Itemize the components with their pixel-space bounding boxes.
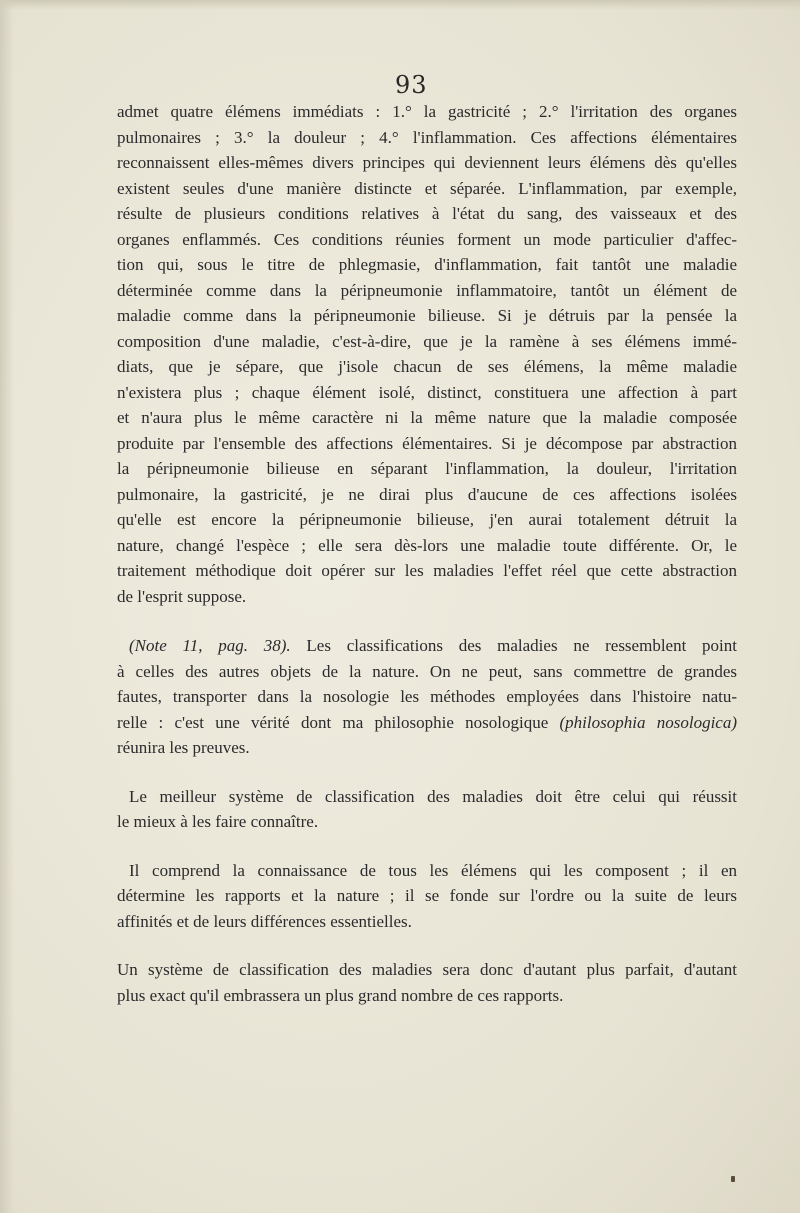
text-line: pulmonaire, la gastricité, je ne dirai plus d'aucune de ces affections isolées [117,484,737,504]
text-line: qu'elle est encore la péripneumonie bilieuse, j'en aurai totalement détruit la [117,510,737,529]
text-line: Un système de classification des maladies sera donc d'autant plus parfait, d'autant [117,960,737,979]
text-line: organes enflammés. Ces conditions réunies forment un mode particulier d'affec- [117,229,737,249]
text-line: reconnaissent elles-mêmes divers principes qui deviennent leurs élémens dès qu'elles [117,153,737,172]
text-line: affinités et de leurs différences essentielles. [117,911,412,931]
paragraph-perfection [117,957,737,1008]
text-line: maladie comme dans la péripneumonie bilieuse. Si je détruis par la pensée la [117,306,737,325]
text-line: existent seules d'une manière distincte et séparée. L'inflammation, par exemple, [117,178,737,198]
text-line: Le meilleur système de classification des maladies doit être celui qui réussit [129,786,737,806]
paragraph-best-system [117,784,737,835]
text-line: traitement méthodique doit opérer sur les maladies l'effet réel que cette abstraction [117,561,737,580]
text-line: résulte de plusieurs conditions relatives à l'état du sang, des vaisseaux et des [117,204,737,223]
latin-term: (philosophia nosologica) [559,712,737,732]
text-line: déterminée comme dans la péripneumonie inflammatoire, tantôt un élément de [117,280,737,300]
text-line: n'existera plus ; chaque élément isolé, distinct, constituera une affection à part [117,382,737,402]
paragraph-note [117,633,737,761]
text-line: et n'aura plus le même caractère ni la même nature que la maladie composée [117,408,737,427]
paragraph-main [117,99,737,609]
text-line: composition d'une maladie, c'est-à-dire, que je la ramène à ses élémens immé- [117,331,737,351]
body-text [117,99,737,1008]
text-line: diats, que je sépare, que j'isole chacun de ses élémens, la même maladie [117,357,737,376]
text-line [117,633,737,659]
text-line: la péripneumonie bilieuse en séparant l'inflammation, la douleur, l'irritation [117,459,737,478]
text-line: fautes, transporter dans la nosologie les méthodes employées dans l'histoire natu- [117,687,737,706]
text-line: Il comprend la connaissance de tous les élémens qui les composent ; il en [129,860,737,880]
text-line: le mieux à les faire connaître. [117,812,319,831]
text-span: Les classifications des maladies ne ressemblent point [290,636,737,655]
text-line: à celles des autres objets de la nature. On ne peut, sans commettre de grandes [117,661,737,681]
text-line: réunira les preuves. [117,738,250,757]
text-line: plus exact qu'il embrassera un plus grand nombre de ces rapports. [117,985,564,1005]
note-reference: (Note 11, pag. 38). [129,636,291,655]
text-line: de l'esprit suppose. [117,586,247,606]
paragraph-knowledge [117,858,737,935]
text-line: nature, changé l'espèce ; elle sera dès-lors une maladie toute différente. Or, le [117,535,737,555]
text-line: pulmonaires ; 3.° la douleur ; 4.° l'inflammation. Ces affections élémentaires [117,127,737,147]
page-edge-top [0,0,800,10]
text-span: relle : c'est une vérité dont ma philosophie nosologique [117,712,560,732]
text-line: admet quatre élémens immédiats : 1.° la gastricité ; 2.° l'irritation des organes [117,102,737,121]
text-line [117,710,737,736]
page-number: 93 [395,71,428,99]
text-line: produite par l'ensemble des affections élémentaires. Si je décompose par abstraction [117,433,737,453]
ink-speck [731,1176,735,1182]
page-edge-left [0,0,14,1213]
text-line: tion qui, sous le titre de phlegmasie, d'inflammation, fait tantôt une maladie [117,255,737,274]
text-line: détermine les rapports et la nature ; il se fonde sur l'ordre ou la suite de leurs [117,886,737,905]
